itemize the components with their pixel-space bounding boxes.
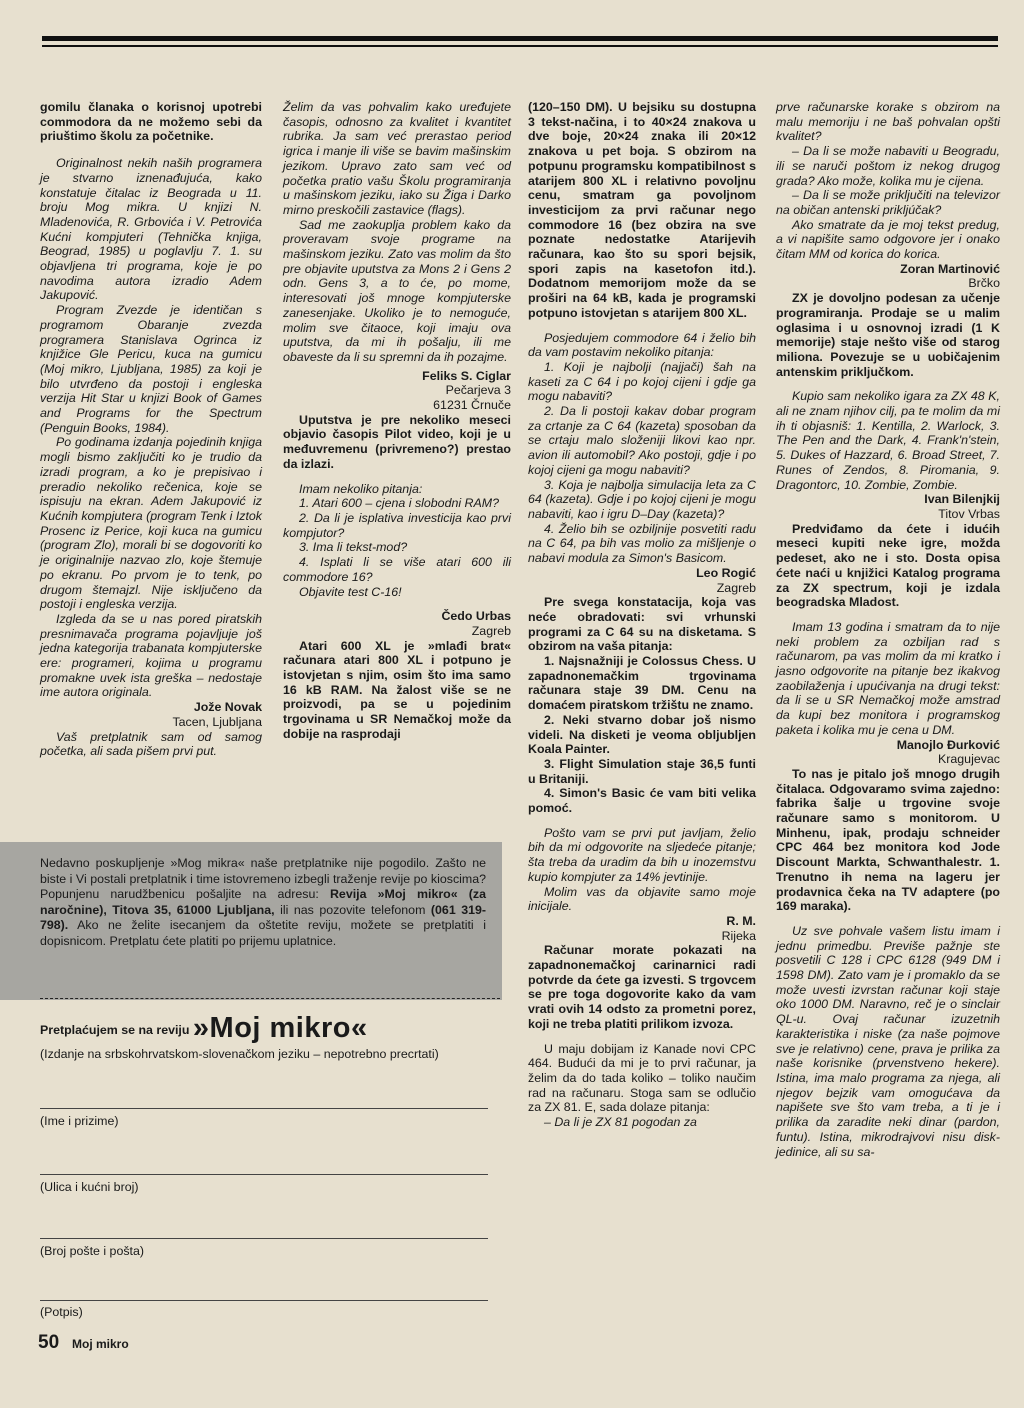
question-item: 4. Isplati li se više atari 600 ili commodore 16? bbox=[283, 555, 511, 584]
column-2 bbox=[283, 100, 511, 742]
signature-name: Feliks S. Ciglar bbox=[422, 368, 511, 383]
street-field-label: (Ulica i kućni broj) bbox=[40, 1180, 139, 1194]
letter-paragraph: Uz sve pohvale vašem listu imam i jednu primedbu. Previše pažnje ste posvetili C 128 i CPC 6128 (949 DM i 1598 DM). Zato vam je i promaklo da se može uvesti izvrstan računar koji staje oko 1000 DM. Naravno, reč je o sinclair QL-u. Ovaj računar izuzetnih karakteristika i niske (za naše pojmove sve je relativno) cene, prava je prilika za naše korisnike (prvenstveno hekere). Istina, ima malo programa za njega, ali njegov bejzik vam omogućava da napišete sve što vam treba, a ti je i prilika da zaradite neki dinar (pardon, funtu). Istina, mikrodrajvovi nisu disk-jedinice, ali su sa- bbox=[776, 923, 1000, 1159]
letter-paragraph: Imam 13 godina i smatram da to nije neki problem za ozbiljan rad s računarom, pa vas molim da mi kratko i jasno odgovorite na pitanje bez ikakvog zaobilaženja i upućivanja na drugi tekst: da li se u SR Nemačkoj može amstrad da kupi bez monitora i programskog paketa i kolika mu je cena u DM. bbox=[776, 619, 1000, 737]
name-field-line[interactable] bbox=[40, 1108, 488, 1109]
street-field-line[interactable] bbox=[40, 1174, 488, 1175]
letter-paragraph: Program Zvezde je identičan s programom Obaranje zvezda programera Stanislava Ogrinca iz knjižice Gle Pericu, kuca na gumicu (Moj mikro, Ljubljana, 1985) za koji je bilo utvrđeno da postoji i engleska verzija Hit Star u knjizi Book of Games and Programs for the Spectrum (Penguin Books, 1984). bbox=[40, 303, 262, 435]
editor-answer: (120–150 DM). U bejsiku su dostupna 3 tekst-načina, i to 40×24 znakova u dve boje, 20×24 znaka ili 20×12 znakova u pet boja. S obzirom na potpunu programsku kompatibilnost s atarijem 800 XL i relativno povoljnu cenu, smatram ga povoljnom investicijom za prvi računar nego commodore 16 (bez obzira na sve poznate nedostatke Atarijevih računara, kao što su spori bejsik, spori zapis na kasetofon itd.). Dodatnom memorijom može da se proširi na 64 kB, kada je programski potpuno istovjetan s atarijem 800 XL. bbox=[528, 100, 756, 320]
order-form-lead: Pretplaćujem se na reviju bbox=[40, 1023, 190, 1037]
top-rule bbox=[42, 36, 998, 41]
editor-answer: ZX je dovoljno podesan za učenje programiranja. Prodaje se u malim oglasima i u osnovnoj izradi (1 K memorije) staje nešto više od starog miliona. Povezuje se u uobičajenim antenskim priključkom. bbox=[776, 291, 1000, 379]
signature-name: Ivan Bilenjkij bbox=[924, 492, 1000, 507]
signature-street: Pečarjeva 3 bbox=[445, 383, 511, 398]
signature-name: Manojlo Đurković bbox=[896, 737, 1000, 752]
letter-paragraph: – Da li se može priključiti na televizor na običan antenski prikljúčak? bbox=[776, 188, 1000, 217]
notice-text: Ako ne želite isecanjem da oštetite reviju, možete se pretplatiti i dopisnicom. Pretplatu ćete platiti po prijemu uplatnice. bbox=[40, 918, 486, 948]
letter-paragraph: prve računarske korake s obzirom na malu memoriju i ne baš pohvalan opšti kvalitet? bbox=[776, 100, 1000, 144]
column-1 bbox=[40, 100, 262, 759]
editor-answer: Predviđamo da ćete i idućih meseci kupiti neke igre, možda pedeset, ako ne i sto. Dosta opisa ćete naći u knjižici Katalog programa za ZX spectrum, koji je izdala beogradska Mladost. bbox=[776, 521, 1000, 610]
question-item: Objavite test C-16! bbox=[299, 584, 402, 599]
letter-paragraph: U maju dobijam iz Kanade novi CPC 464. Budući da mi je to prvi računar, ja želim da do tada koliko – toliko naučim rad na računaru. Stoga sam se odlučio za ZX 81. E, sada dolaze pitanja: bbox=[528, 1041, 756, 1115]
signature-field-line[interactable] bbox=[40, 1300, 488, 1301]
signature-name: R. M. bbox=[726, 913, 756, 928]
signature-place: Tacen, Ljubljana bbox=[172, 714, 262, 729]
letter-paragraph: Po godinama izdanja pojedinih knjiga mogli bismo zaključiti ko je trudio da izradi program, a ko je prepisivao i preradio nekoliko rečenica, koje se ispisuju na ekran. Adem Jakupović iz Kućnih kompjutera (program Tenk i Iztok Prosenc iz Perice, koji kuca na gumicu (program Zlo), morali bi se dogovoriti ko je originalnije nazvao zlo, koje štemuje po ekranu. Po prvom je to tenk, po drugom štemajzl. Nije isključeno da postoji i engleska verzija. bbox=[40, 435, 262, 612]
signature-name: Čedo Urbas bbox=[441, 609, 511, 624]
question-item: 2. Da li postoji kakav dobar program za crtanje za C 64 (kazeta) sposoban da se crtaju malo složeniji likovi kao npr. avion ili automobil? Ako postoji, gdje i po kojoj cijeni ga mogu nabaviti? bbox=[528, 404, 756, 477]
signature-field-label: (Potpis) bbox=[40, 1305, 83, 1319]
name-field-label: (Ime i prizime) bbox=[40, 1114, 119, 1128]
editor-answer: Uputstva je pre nekoliko meseci objavio časopis Pilot video, koji je u međuvremenu (privremeno?) prestao da izlazi. bbox=[283, 412, 511, 471]
question-item: 3. Koja je najbolja simulacija leta za C 64 (kazeta). Gdje i po kojoj cijeni je mogu nabaviti, kao i igru D–Day (kazeta)? bbox=[528, 477, 756, 521]
magazine-title: »Moj mikro« bbox=[192, 1012, 368, 1044]
notice-text: ili nas pozovite telefonom bbox=[274, 902, 431, 917]
signature-name: Jože Novak bbox=[193, 700, 262, 715]
column-4 bbox=[776, 100, 1000, 1159]
notice-phone: (061 319-798). bbox=[40, 902, 487, 932]
signature-place: Zagreb bbox=[716, 580, 756, 595]
letter-paragraph: Imam nekoliko pitanja: bbox=[299, 481, 423, 496]
signature-name: Leo Rogić bbox=[696, 565, 756, 580]
letter-paragraph: Posjedujem commodore 64 i želio bih da vam postavim nekoliko pitanja: bbox=[528, 330, 756, 360]
column-3 bbox=[528, 100, 756, 1130]
letter-paragraph: – Da li je ZX 81 pogodan za bbox=[544, 1115, 697, 1130]
question-item: 1. Atari 600 – cjena i slobodni RAM? bbox=[299, 496, 499, 511]
question-item: 1. Koji je najbolji (najjači) šah na kaseti za C 64 i po kojoj cijeni i gdje ga mogu nabaviti? bbox=[528, 359, 756, 404]
question-item: 2. Da li je isplativa investicija kao prvi kompjutor? bbox=[283, 510, 511, 540]
postcode-field-line[interactable] bbox=[40, 1238, 488, 1239]
signature-city: 61231 Črnuče bbox=[433, 398, 511, 413]
answer-item: 1. Najsnažniji je Colossus Chess. U zapadnonemačkim trgovinama računara staje 39 DM. Cenu na domaćem piratskom tržištu ne znamo. bbox=[528, 654, 756, 713]
letter-paragraph: Ako smatrate da je moj tekst predug, a vi napišite samo odgovore jer i onako čitam MM od korica do korica. bbox=[776, 217, 1000, 262]
postcode-field-label: (Broj pošte i pošta) bbox=[40, 1244, 144, 1258]
question-item: 4. Želio bih se ozbiljnije posvetiti radu na C 64, pa bih vas molio za mišljenje o nabavi modula za Simon's Basicom. bbox=[528, 521, 756, 566]
notice-address: Revija »Moj mikro« (za naročnine), Titova 35, 61000 Ljubljana, bbox=[40, 887, 487, 917]
page-number: 50 bbox=[38, 1332, 60, 1353]
letter-paragraph: Izgleda da se u nas pored piratskih presnimavača programa pojavljuje još jedna kategorija trabanata kompjuterske ere: programeri, kojima u programu promakne uvek ista greška – nedostaje ime autora originala. bbox=[40, 611, 262, 700]
signature-place: Zagreb bbox=[471, 623, 511, 638]
answer-item: 2. Neki stvarno dobar još nismo videli. Na disketi je veoma obljubljen Koala Painter. bbox=[528, 712, 756, 757]
answer-item: 3. Flight Simulation staje 36,5 funti u Britaniji. bbox=[528, 756, 756, 786]
signature-place: Rijeka bbox=[721, 928, 756, 943]
cut-line bbox=[40, 998, 500, 999]
letter-paragraph: Molim vas da objavite samo moje inicijale. bbox=[528, 884, 756, 914]
signature-place: Kragujevac bbox=[938, 752, 1000, 767]
signature-place: Titov Vrbas bbox=[938, 506, 1000, 521]
editor-answer: Računar morate pokazati na zapadnonemačkoj carinarnici radi potvrde da ćete ga izvesti. S trgovcem se pre toga dogovorite kako da vam vrati ovih 14 odsto za prometni porez, koji ne treba platiti prilikom izvoza. bbox=[528, 943, 756, 1031]
signature-name: Zoran Martinović bbox=[900, 261, 1000, 276]
editor-answer: To nas je pitalo još mnogo drugih čitalaca. Odgovaramo svima zajedno: fabrika šalje u trgovine svoje računare samo s monitorom. U Minhenu, ipak, prodaju schneider CPC 464 bez monitora kod Jode Discount Markta, Schwanthalestr. 1. Trenutno ih nema na lageru jer prodavnica čeka na TV adaptere (po 169 maraka). bbox=[776, 766, 1000, 914]
question-item: 3. Ima li tekst-mod? bbox=[299, 540, 408, 555]
letter-paragraph: Sad me zaokuplja problem kako da proveravam svoje programe na mašinskom jeziku. Zato vas molim da što pre objavite uputstva za Mons 2 i Gens 2 odn. Gens 3, a to će, po mome, interesovati još mnoge kompjuterske zanesenjake. Ukoliko je to nemoguće, molim sve čitaoce, koji imaju ova uputstva, da mi ih pošalju, ili me obaveste da li su spremni da ih pozajme. bbox=[283, 217, 511, 364]
top-rule-thin bbox=[42, 45, 998, 47]
column-1-intro: gomilu članaka o korisnoj upotrebi commodora da ne možemo sebi da priuštimo školu za početnike. bbox=[40, 100, 262, 144]
subscription-notice bbox=[40, 856, 486, 949]
letter-paragraph: Vaš pretplatnik sam od samog početka, ali sada pišem prvi put. bbox=[40, 729, 262, 759]
order-form-subtitle: (Izdanje na srbskohrvatskom-slovenačkom jeziku – nepotrebno precrtati) bbox=[40, 1047, 439, 1061]
notice-text: Nedavno poskupljenje »Mog mikra« naše pretplatnike nije pogodilo. Zašto ne biste i Vi postali pretplatnik i time istovremeno izbegli traženje revije po kioscima? Popunjenu narudžbenicu pošaljite na adresu: bbox=[40, 856, 486, 901]
letter-paragraph: Pošto vam se prvi put javljam, želio bih da mi odgovorite na sljedeće pitanje; šta treba da uradim da bih u inozemstvu kupio kompjuter za 14% jevtinije. bbox=[528, 825, 756, 884]
letter-paragraph: – Da li se može nabaviti u Beogradu, ili se naruči poštom iz nekog drugog grada? Ako može, kolika mu je cijena. bbox=[776, 144, 1000, 188]
letter-paragraph: Originalnost nekih naših programera je stvarno iznenađujuća, kako konstatuje čitalac iz Beograda u 11. broju Mog mikra. U knjizi N. Mladenovića, R. Grbovića i V. Petrovića Kućni kompjuteri (Tehnička knjiga, Beograd, 1985) u poglavlju 7. 1. su objavljena tri programa, koje je po navodima autora izradio Adem Jakupović. bbox=[40, 156, 262, 303]
answer-item: 4. Simon's Basic će vam biti velika pomoć. bbox=[528, 786, 756, 816]
signature-place: Brčko bbox=[968, 276, 1000, 291]
letter-paragraph: Želim da vas pohvalim kako uređujete časopis, odnosno za kvalitet i kvantitet rubrika. Ja sam već prerastao period igrica i manje ili više se bavim mašinskim jezikom. Upravo zato sam već od početka pratio vašu Školu programiranja u mašinskom jeziku, iako su Žiga i Darko mirno preskočili zastavice (flags). bbox=[283, 100, 511, 217]
editor-answer: Pre svega konstatacija, koja vas neće obradovati: svi vrhunski programi za C 64 su na disketama. S obzirom na vaša pitanja: bbox=[528, 595, 756, 654]
letter-paragraph: Kupio sam nekoliko igara za ZX 48 K, ali ne znam njihov cilj, pa te molim da mi ih ti objasniš: 1. Kentilla, 2. Warlock, 3. The Pen and the Dark, 4. Frank'n'stein, 5. Dukes of Hazzard, 6. Broad Street, 7. Runes of Zendos, 8. Piromania, 9. Dragontorc, 10. Zombie, Zombie. bbox=[776, 389, 1000, 492]
editor-answer: Atari 600 XL je »mlađi brat« računara atari 800 XL i potpuno je istovjetan s njim, osim što ima samo 16 kB RAM. Na žalost više se ne proizvodi, pa se u pojedinim trgovinama u SR Nemačkoj može da dobije na rasprodaji bbox=[283, 638, 511, 741]
order-form bbox=[40, 1012, 496, 1062]
footer-magazine-name: Moj mikro bbox=[72, 1337, 129, 1351]
